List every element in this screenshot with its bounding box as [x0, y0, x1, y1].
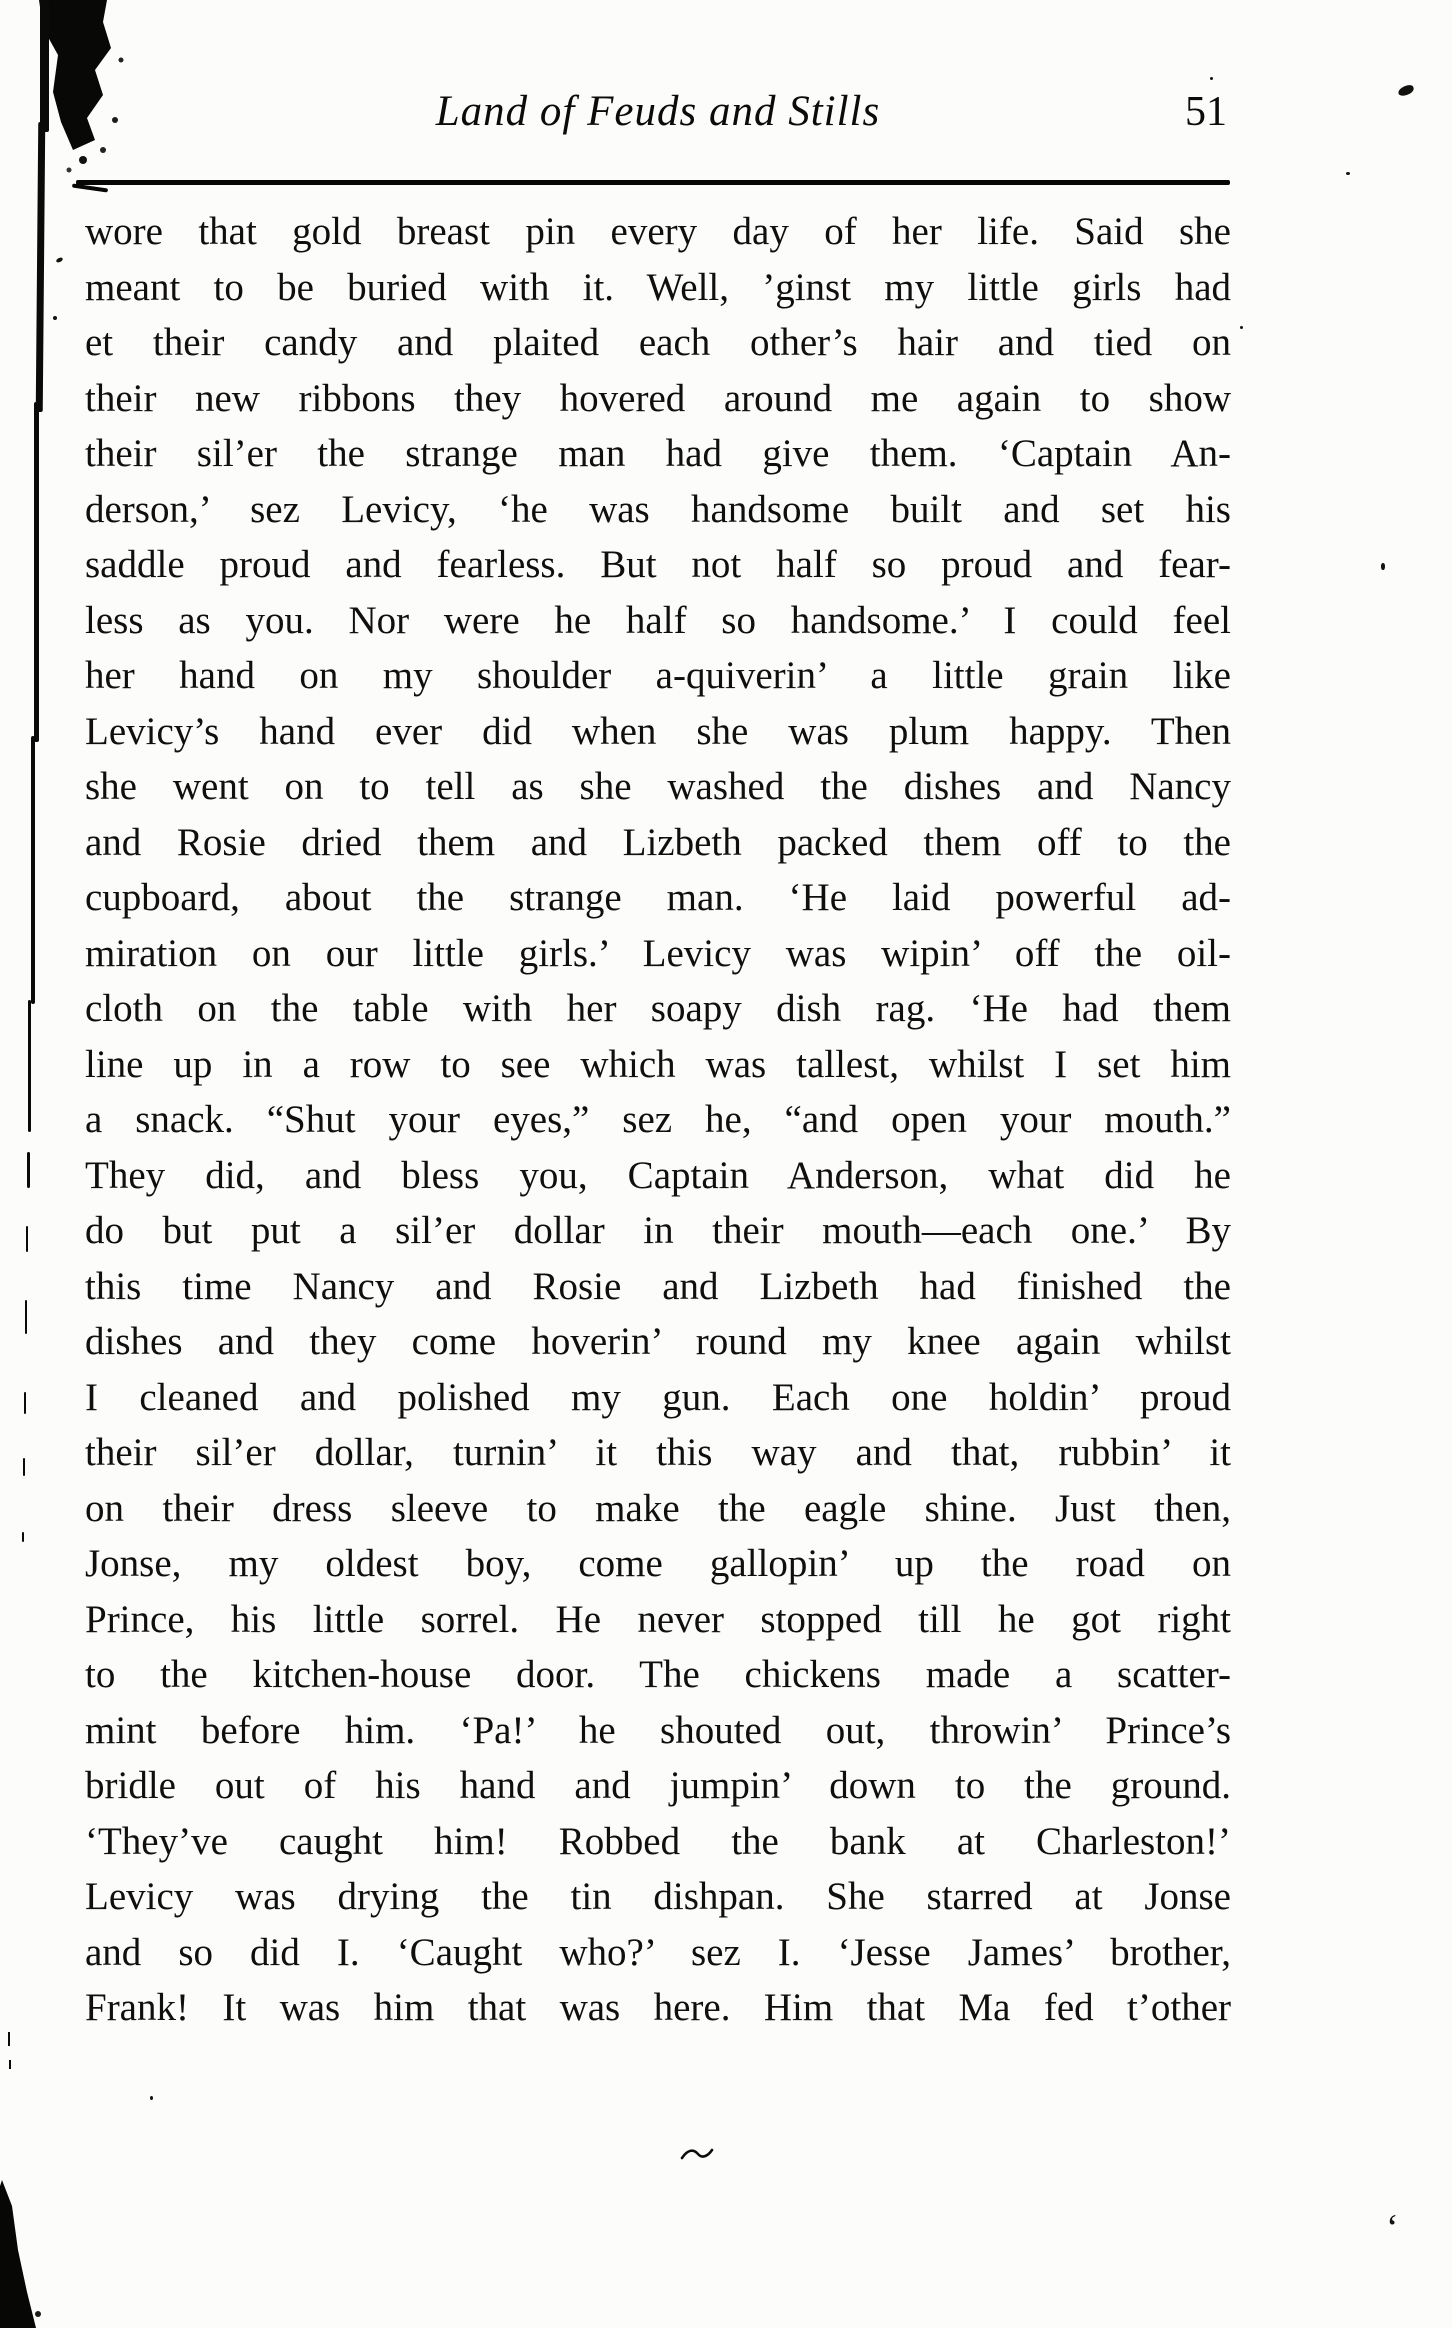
text-line: their sil’er dollar, turnin’ it this way and that, rubbin’ it	[85, 1431, 1231, 1474]
text-line: miration on our little girls.’ Levicy was wipin’ off the oil-	[85, 931, 1231, 975]
text-line: et their candy and plaited each other’s hair and tied on	[85, 321, 1231, 364]
ink-blob-bottomleft	[0, 2180, 48, 2328]
text-line: their sil’er the strange man had give them. ‘Captain An-	[85, 432, 1231, 475]
gutter-line-dash	[24, 1392, 26, 1414]
text-line: on their dress sleeve to make the eagle shine. Just then,	[85, 1486, 1231, 1530]
text-line: wore that gold breast pin every day of her life. Said she	[85, 210, 1231, 253]
text-line: Jonse, my oldest boy, come gallopin’ up the road on	[85, 1542, 1231, 1585]
text-line: do but put a sil’er dollar in their mouth—each one.’ By	[85, 1209, 1231, 1252]
text-line: line up in a row to see which was tallest, whilst I set him	[85, 1042, 1231, 1086]
pen-tilde-mark	[680, 2146, 714, 2162]
text-line: to the kitchen-house door. The chickens made a scatter-	[85, 1653, 1231, 1696]
page-number: 51	[1185, 89, 1227, 135]
text-line: and so did I. ‘Caught who?’ sez I. ‘Jesse James’ brother,	[85, 1930, 1231, 1974]
text-line: mint before him. ‘Pa!’ he shouted out, throwin’ Prince’s	[85, 1708, 1231, 1752]
text-line: Levicy’s hand ever did when she was plum happy. Then	[85, 709, 1231, 753]
text-line: she went on to tell as she washed the dishes and Nancy	[85, 765, 1231, 808]
stray-quote-mark: ‘	[1386, 2207, 1399, 2249]
scan-speck	[8, 2032, 10, 2046]
scan-speck	[1346, 172, 1350, 175]
text-line: Prince, his little sorrel. He never stopped till he got right	[85, 1597, 1231, 1641]
gutter-line-segment	[34, 402, 39, 742]
text-line: and Rosie dried them and Lizbeth packed them off to the	[85, 820, 1231, 864]
text-line: a snack. “Shut your eyes,” sez he, “and open your mouth.”	[85, 1098, 1231, 1141]
header-rule	[76, 180, 1230, 185]
text-line: meant to be buried with it. Well, ’ginst my little girls had	[85, 265, 1231, 309]
text-line: They did, and bless you, Captain Anderson, what did he	[85, 1153, 1231, 1197]
gutter-line-segment	[28, 1000, 31, 1132]
gutter-line-segment	[36, 122, 46, 412]
gutter-line-dash	[22, 1532, 24, 1542]
text-line: I cleaned and polished my gun. Each one holdin’ proud	[85, 1375, 1231, 1419]
text-line: bridle out of his hand and jumpin’ down to the ground.	[85, 1764, 1231, 1807]
scan-speck	[1210, 77, 1213, 80]
ink-speck-right-of-pagenum	[1397, 84, 1415, 98]
text-line: their new ribbons they hovered around me again to show	[85, 376, 1231, 420]
gutter-line-segment	[40, 0, 49, 132]
text-line: Frank! It was him that was here. Him that Ma fed t’other	[85, 1986, 1231, 2029]
gutter-line-dash	[27, 1152, 30, 1188]
text-line: cupboard, about the strange man. ‘He laid powerful ad-	[85, 876, 1231, 919]
gutter-line-dash	[26, 1226, 28, 1252]
scan-speck	[9, 2060, 11, 2069]
scan-speck	[53, 316, 57, 320]
text-line: less as you. Nor were he half so handsome.’ I could feel	[85, 598, 1231, 642]
scan-speck	[1381, 563, 1385, 570]
text-line: dishes and they come hoverin’ round my knee again whilst	[85, 1320, 1231, 1363]
running-head-title: Land of Feuds and Stills	[435, 88, 881, 135]
gutter-line-segment	[31, 736, 35, 1004]
text-line: her hand on my shoulder a-quiverin’ a little grain like	[85, 654, 1231, 697]
text-line: ‘They’ve caught him! Robbed the bank at Charleston!’	[85, 1819, 1231, 1863]
text-line: cloth on the table with her soapy dish rag. ‘He had them	[85, 987, 1231, 1030]
text-line: Levicy was drying the tin dishpan. She starred at Jonse	[85, 1875, 1231, 1918]
gutter-line-dash	[23, 1458, 25, 1476]
page-body	[85, 204, 1231, 2036]
text-line: this time Nancy and Rosie and Lizbeth had finished the	[85, 1264, 1231, 1308]
scan-speck	[1240, 326, 1243, 329]
scan-speck	[150, 2096, 153, 2100]
scan-speck	[55, 257, 63, 264]
text-line: derson,’ sez Levicy, ‘he was handsome built and set his	[85, 487, 1231, 531]
text-line: saddle proud and fearless. But not half so proud and fear-	[85, 543, 1231, 586]
page-header	[85, 86, 1231, 146]
gutter-line-dash	[25, 1300, 27, 1334]
